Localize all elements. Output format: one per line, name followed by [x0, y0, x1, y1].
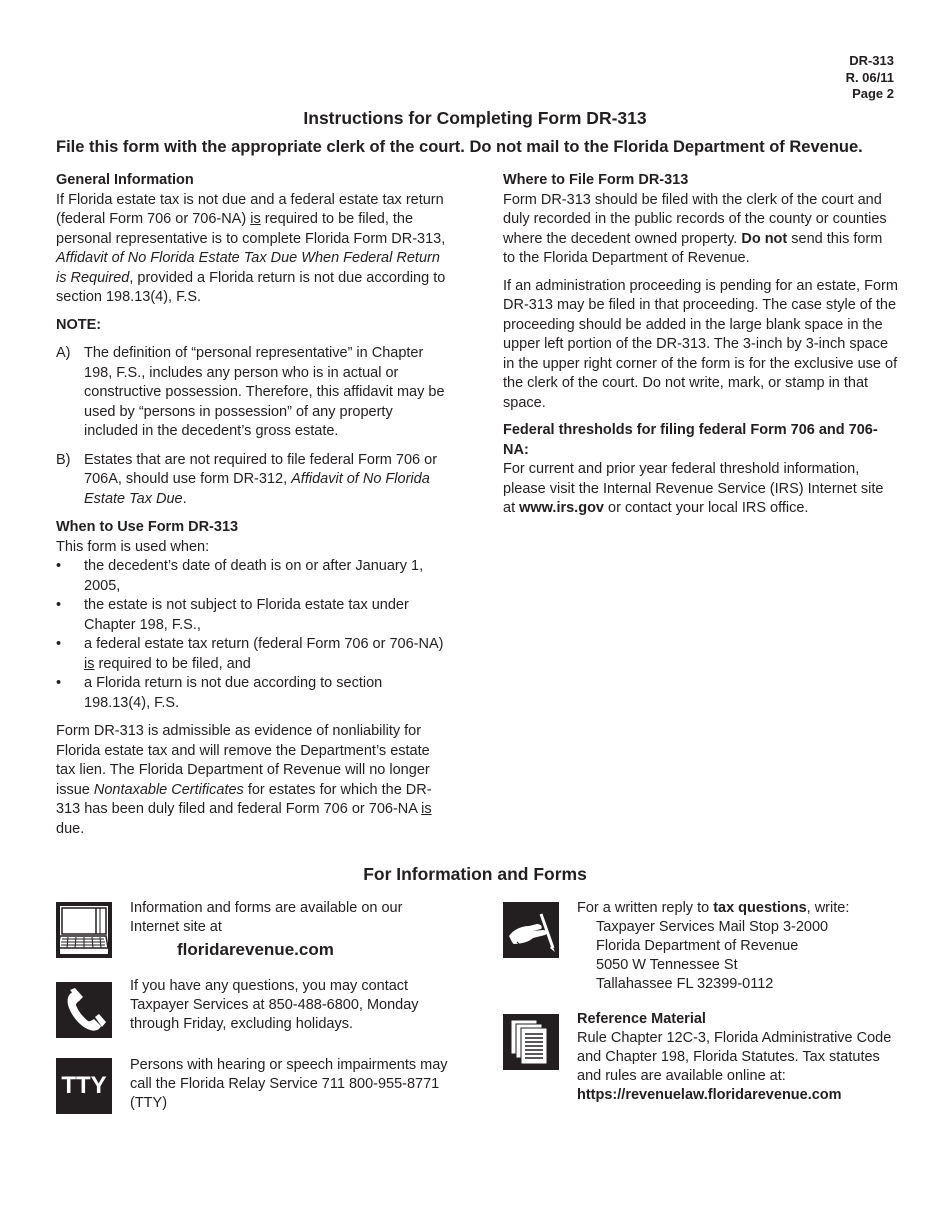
- write-info: [577, 899, 907, 994]
- form-number: DR-313: [849, 53, 894, 68]
- where-text-2: send this form to the Florida Department of Revenue.: [503, 230, 883, 266]
- when-p-is: is: [421, 801, 432, 817]
- reference-text: Rule Chapter 12C-3, Florida Administrative Code and Chapter 198, Florida Statutes. Tax statutes and rules are available online at:: [577, 1030, 892, 1084]
- internet-info: [130, 899, 450, 959]
- page-number: Page 2: [852, 86, 894, 101]
- form-revision: R. 06/11: [845, 69, 894, 85]
- note-b-body: [84, 451, 448, 510]
- documents-icon: [503, 1014, 559, 1070]
- irs-link[interactable]: www.irs.gov: [519, 500, 604, 516]
- when-bullet-2: the estate is not subject to Florida estate tax under Chapter 198, F.S.,: [84, 597, 409, 633]
- note-a-text: The definition of “personal representative” in Chapter 198, F.S., includes any person who is in actual or constructive possession. Therefore, this affidavit may be used by “persons in possession” of any property included in the decedent’s gross estate.: [84, 345, 445, 439]
- when-p-text-2: for estates for which the DR-313 has been duly filed and federal Form 706 or 706-NA: [56, 781, 432, 817]
- general-paragraph: [56, 191, 448, 308]
- bullet: •: [56, 675, 62, 691]
- phone-icon: [56, 982, 112, 1038]
- where-heading: Where to File Form DR-313: [503, 172, 689, 188]
- right-column: [503, 171, 898, 527]
- revenuelaw-link[interactable]: https://revenuelaw.floridarevenue.com: [577, 1087, 842, 1103]
- info-title: For Information and Forms: [363, 864, 587, 884]
- thresholds-text-1: For current and prior year federal threshold information, please visit the Internal Revenue Service (IRS) Internet site at: [503, 461, 884, 516]
- list-item: [56, 674, 448, 713]
- when-bullet-1: the decedent’s date of death is on or after January 1, 2005,: [84, 558, 424, 594]
- list-item: [56, 557, 448, 596]
- write-line: [577, 899, 907, 918]
- write-text-2: , write:: [806, 900, 850, 916]
- note-item-b: [56, 451, 448, 510]
- bullet: •: [56, 597, 62, 613]
- admissible-paragraph: [56, 722, 448, 839]
- bullet: •: [56, 558, 62, 574]
- note-b-text-2: .: [182, 490, 187, 507]
- tty-text: Persons with hearing or speech impairments may call the Florida Relay Service 711 800-955-8771 (TTY): [130, 1057, 448, 1111]
- general-text-3: , provided a Florida return is not due according to section 198.13(4), F.S.: [56, 269, 446, 305]
- page-title: Instructions for Completing Form DR-313: [303, 108, 647, 128]
- general-text-2: required to be filed, the personal representative is to complete Florida Form DR-313,: [56, 211, 446, 247]
- when-bullet-3: [84, 635, 448, 674]
- when-b3-text-1: a federal estate tax return (federal Form 706 or 706-NA): [84, 636, 444, 652]
- when-heading: When to Use Form DR-313: [56, 519, 239, 535]
- thresholds-paragraph: [503, 460, 898, 519]
- address-line: Tallahassee FL 32399-0112: [596, 976, 774, 992]
- tty-icon: TTY: [56, 1058, 112, 1114]
- when-p-text-1: Form DR-313 is admissible as evidence of nonliability for Florida estate tax and will remove the Department’s estate tax lien. The Florida Department of Revenue will no longer issue: [56, 723, 430, 798]
- address-line: 5050 W Tennessee St: [596, 957, 738, 973]
- computer-icon: [56, 902, 112, 958]
- floridarevenue-link[interactable]: floridarevenue.com: [177, 940, 334, 959]
- reference-info: [577, 1010, 907, 1105]
- thresholds-text-2: or contact your local IRS office.: [604, 500, 809, 516]
- write-bold: tax questions: [713, 900, 807, 916]
- address-block: [577, 918, 907, 994]
- thresholds-heading: Federal thresholds for filing federal Form 706 and 706-NA:: [503, 422, 878, 458]
- write-text-1: For a written reply to: [577, 900, 714, 916]
- where-do-not: Do not: [741, 230, 788, 247]
- general-text-1: If Florida estate tax is not due and a federal estate tax return (federal Form 706 or 706-NA): [56, 191, 444, 227]
- where-text-1: Form DR-313 should be filed with the clerk of the court and duly recorded in the public records of the county or counties where the decedent owned property.: [503, 191, 887, 247]
- when-b3-text-2: required to be filed, and: [94, 655, 251, 672]
- note-b-italic: Affidavit of No Florida Estate Tax Due: [84, 471, 430, 507]
- when-b3-is: is: [84, 655, 95, 672]
- bullet: •: [56, 636, 62, 652]
- writing-hand-icon: [503, 902, 559, 958]
- when-bullet-4: a Florida return is not due according to section 198.13(4), F.S.: [84, 675, 383, 711]
- list-item: [56, 635, 448, 674]
- reference-heading: Reference Material: [577, 1011, 706, 1027]
- address-line: Florida Department of Revenue: [596, 938, 799, 954]
- note-heading: NOTE:: [56, 316, 102, 333]
- note-b-label: B): [56, 451, 71, 468]
- page-subtitle: File this form with the appropriate clerk of the court. Do not mail to the Florida Department of Revenue.: [56, 138, 863, 156]
- general-heading: General Information: [56, 172, 194, 188]
- when-p-italic: Nontaxable Certificates: [93, 781, 244, 798]
- note-a-label: A): [56, 345, 71, 361]
- left-column: [56, 171, 448, 847]
- note-b-text-1: Estates that are not required to file federal Form 706 or 706A, should use form DR-312,: [84, 451, 438, 487]
- when-p-text-3: due.: [56, 820, 85, 837]
- general-form-title: Affidavit of No Florida Estate Tax Due When Federal Return is Required: [56, 250, 440, 286]
- note-item-a: [56, 344, 448, 442]
- when-intro: This form is used when:: [56, 538, 210, 555]
- form-header: [846, 53, 894, 103]
- proceeding-paragraph: If an administration proceeding is pending for an estate, Form DR-313 may be filed in that proceeding. The case style of the proceeding should be added in the large blank space in the upper left portion of the DR-313. The 3-inch by 3-inch space in the upper right corner of the form is for the exclusive use of the clerk of the court. Do not write, mark, or stamp in that space.: [503, 277, 898, 411]
- list-item: [56, 596, 448, 635]
- address-line: Taxpayer Services Mail Stop 3-2000: [596, 919, 829, 935]
- general-is: is: [250, 211, 261, 227]
- phone-text: If you have any questions, you may contact Taxpayer Services at 850-488-6800, Monday through Friday, excluding holidays.: [130, 978, 419, 1032]
- internet-text: Information and forms are available on our Internet site at: [130, 900, 403, 935]
- where-paragraph: [503, 191, 898, 269]
